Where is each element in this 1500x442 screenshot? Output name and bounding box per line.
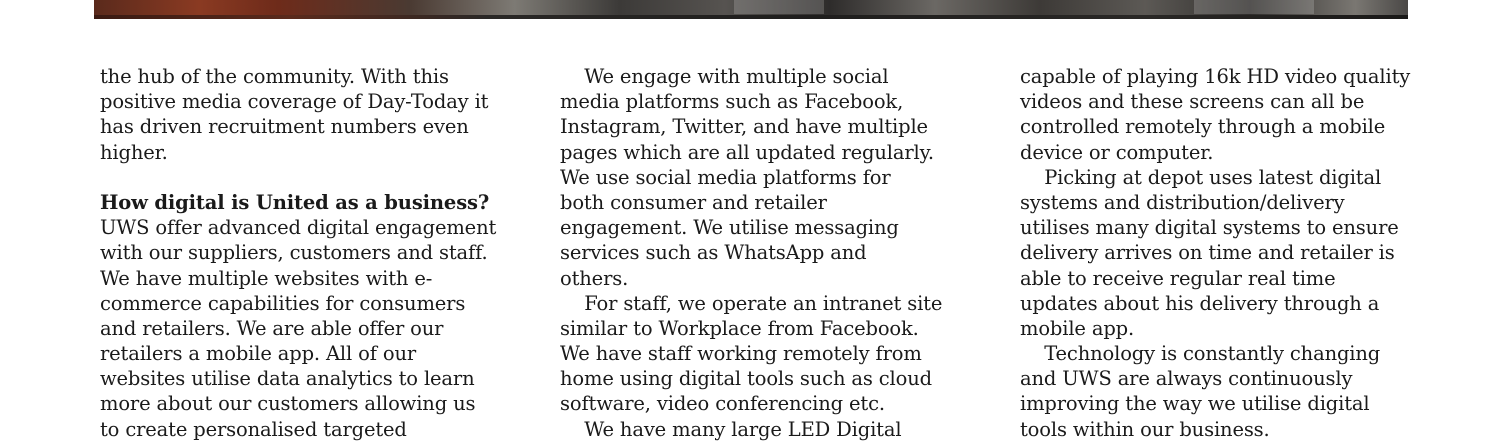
text-line: has driven recruitment numbers even — [100, 115, 469, 139]
text-line: We use social media platforms for — [560, 165, 891, 189]
text-line: and UWS are always continuously — [1020, 367, 1353, 391]
text-line: controlled remotely through a mobile — [1020, 115, 1386, 139]
article-column-2 — [560, 64, 990, 442]
paragraph — [100, 215, 530, 442]
article-column-3 — [1020, 64, 1450, 442]
text-line: Technology is constantly changing — [1020, 342, 1381, 366]
text-line: media platforms such as Facebook, — [560, 90, 904, 114]
photo-highlight — [1194, 0, 1314, 14]
text-line: positive media coverage of Day-Today it — [100, 90, 489, 114]
text-line: Instagram, Twitter, and have multiple — [560, 115, 928, 139]
paragraph — [560, 417, 990, 442]
text-line: We engage with multiple social — [560, 65, 889, 88]
paragraph — [100, 64, 530, 165]
photo-bottom-band — [94, 15, 1408, 19]
text-line: similar to Workplace from Facebook. — [560, 316, 919, 340]
paragraph — [1020, 165, 1450, 341]
text-line: with our suppliers, customers and staff. — [100, 241, 488, 265]
text-line: services such as WhatsApp and — [560, 241, 867, 265]
article-column-1 — [100, 64, 530, 442]
paragraph — [560, 291, 990, 417]
text-line: updates about his delivery through a — [1020, 291, 1380, 315]
text-line: For staff, we operate an intranet site — [560, 291, 943, 315]
text-line: software, video conferencing etc. — [560, 392, 885, 416]
text-line: We have multiple websites with e- — [100, 266, 433, 290]
text-line: Picking at depot uses latest digital — [1020, 165, 1382, 189]
text-line: home using digital tools such as cloud — [560, 367, 932, 391]
text-line: UWS offer advanced digital engagement — [100, 216, 497, 240]
text-line: commerce capabilities for consumers — [100, 291, 466, 315]
text-line: more about our customers allowing us — [100, 392, 476, 416]
text-line: delivery arrives on time and retailer is — [1020, 241, 1395, 265]
text-line: websites utilise data analytics to learn — [100, 367, 475, 391]
text-line: the hub of the community. With this — [100, 65, 449, 88]
text-line: videos and these screens can all be — [1020, 90, 1365, 114]
text-line: We have many large LED Digital — [560, 417, 902, 441]
text-line: mobile app. — [1020, 316, 1135, 340]
text-line: capable of playing 16k HD video quality — [1020, 65, 1411, 88]
paragraph — [1020, 341, 1450, 442]
text-line: both consumer and retailer — [560, 190, 827, 214]
header-photo — [94, 0, 1408, 19]
text-line: We have staff working remotely from — [560, 342, 922, 366]
text-line: higher. — [100, 140, 168, 164]
text-line: to create personalised targeted — [100, 417, 407, 441]
text-line: and retailers. We are able offer our — [100, 316, 444, 340]
text-line: systems and distribution/delivery — [1020, 190, 1345, 214]
text-line: tools within our business. — [1020, 417, 1270, 441]
photo-highlight — [734, 0, 824, 14]
text-line: pages which are all updated regularly. — [560, 140, 934, 164]
text-line: able to receive regular real time — [1020, 266, 1336, 290]
text-line: retailers a mobile app. All of our — [100, 342, 417, 366]
text-line: utilises many digital systems to ensure — [1020, 216, 1399, 240]
section-heading: How digital is United as a business? — [100, 190, 490, 214]
text-line: others. — [560, 266, 629, 290]
text-line: device or computer. — [1020, 140, 1214, 164]
paragraph — [560, 64, 990, 291]
paragraph — [1020, 64, 1450, 165]
text-line: engagement. We utilise messaging — [560, 216, 899, 240]
paragraph-gap — [100, 165, 530, 190]
text-line: improving the way we utilise digital — [1020, 392, 1370, 416]
